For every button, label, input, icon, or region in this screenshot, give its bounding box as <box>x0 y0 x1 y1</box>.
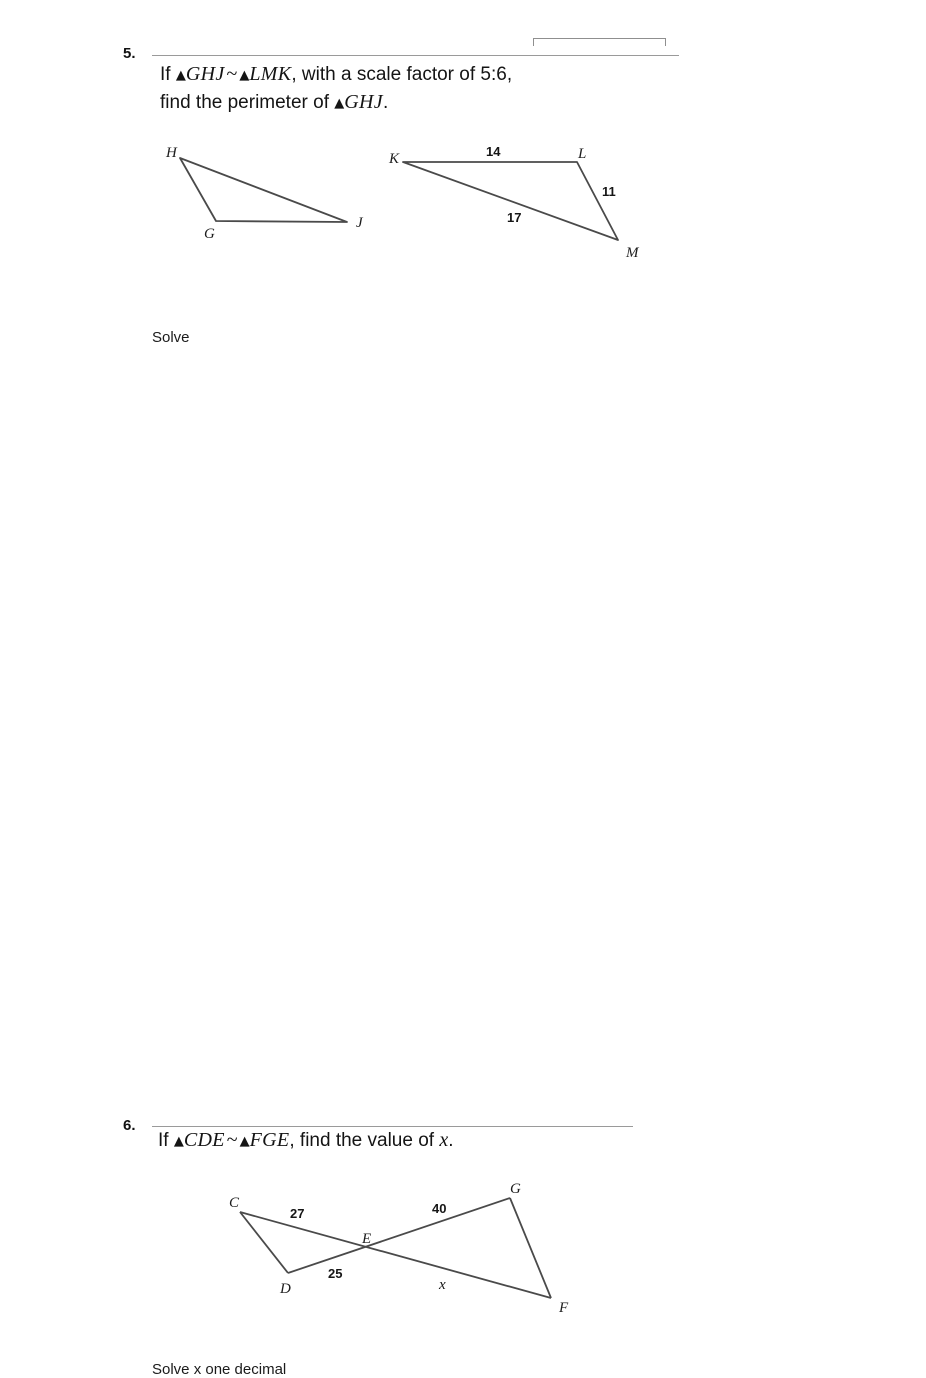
triangle-name-lmk: LMK <box>249 63 292 85</box>
triangle-icon: ▲ <box>173 1134 184 1149</box>
side-length-km: 17 <box>507 210 522 225</box>
triangle-icon: ▲ <box>239 1134 250 1149</box>
vertex-label-e: E <box>362 1231 372 1247</box>
triangle-name-fge: FGE <box>249 1129 290 1151</box>
problem-5-prompt-line1 <box>160 61 512 89</box>
triangle-klm <box>388 144 640 261</box>
similar-to-icon: ~ <box>226 63 238 85</box>
prompt-text-period: . <box>382 92 389 113</box>
triangle-name-ghj: GHJ <box>344 91 383 113</box>
vertex-label-h: H <box>166 145 177 161</box>
prompt-text-find-value: , find the value of <box>289 1130 440 1151</box>
triangle-icon: ▲ <box>175 68 186 83</box>
variable-x: x <box>439 1129 449 1151</box>
vertex-label-d: D <box>280 1281 291 1297</box>
bowtie-vertex-labels <box>229 1181 569 1316</box>
triangle-klm-outline <box>403 162 618 240</box>
vertex-label-k: K <box>389 151 400 167</box>
vertex-label-c: C <box>229 1195 240 1211</box>
segment-c-d <box>240 1212 288 1273</box>
similar-to-icon: ~ <box>226 1129 238 1151</box>
similar-triangles-diagram <box>150 130 670 280</box>
vertex-label-g: G <box>204 226 215 242</box>
side-length-de: 25 <box>328 1266 343 1281</box>
triangle-name-ghj: GHJ <box>185 63 225 85</box>
problem-5-prompt-line2 <box>160 89 512 117</box>
prompt-text-find-perimeter: find the perimeter of <box>160 92 335 113</box>
vertex-label-g: G <box>510 1181 521 1197</box>
side-length-ce: 27 <box>290 1206 305 1221</box>
triangle-icon: ▲ <box>239 68 250 83</box>
bowtie-similar-triangles-diagram <box>210 1171 610 1331</box>
triangle-ghj-outline <box>180 158 347 222</box>
prompt-text-if: If <box>158 1130 174 1151</box>
problem-5-answer-note: Solve <box>152 329 190 346</box>
side-length-eg: 40 <box>432 1201 447 1216</box>
problem-number-6: 6. <box>123 1117 136 1134</box>
problem-5-figure <box>150 130 670 280</box>
side-length-ef-variable: x <box>439 1277 446 1293</box>
problem-number-5: 5. <box>123 45 136 62</box>
prompt-text-if: If <box>160 64 176 85</box>
problem-5-prompt <box>160 61 512 117</box>
vertex-label-m: M <box>626 245 639 261</box>
vertex-label-f: F <box>559 1300 569 1316</box>
side-length-kl: 14 <box>486 144 501 159</box>
triangle-name-cde: CDE <box>183 1129 225 1151</box>
problem-6-figure <box>210 1171 610 1331</box>
triangle-ghj <box>165 145 364 242</box>
prompt-text-period: . <box>448 1130 454 1151</box>
vertex-label-l: L <box>578 146 587 162</box>
segment-d-g <box>288 1198 510 1273</box>
problem-5-divider <box>152 55 679 56</box>
problem-6-prompt <box>158 1127 454 1155</box>
top-bracket-mark <box>533 38 666 46</box>
prompt-text-scale-factor: , with a scale factor of 5:6, <box>291 64 513 85</box>
segment-g-f <box>510 1198 551 1298</box>
side-length-lm: 11 <box>602 184 616 199</box>
problem-6-answer-note: Solve x one decimal <box>152 1361 287 1378</box>
triangle-icon: ▲ <box>334 96 345 111</box>
vertex-label-j: J <box>356 215 363 231</box>
